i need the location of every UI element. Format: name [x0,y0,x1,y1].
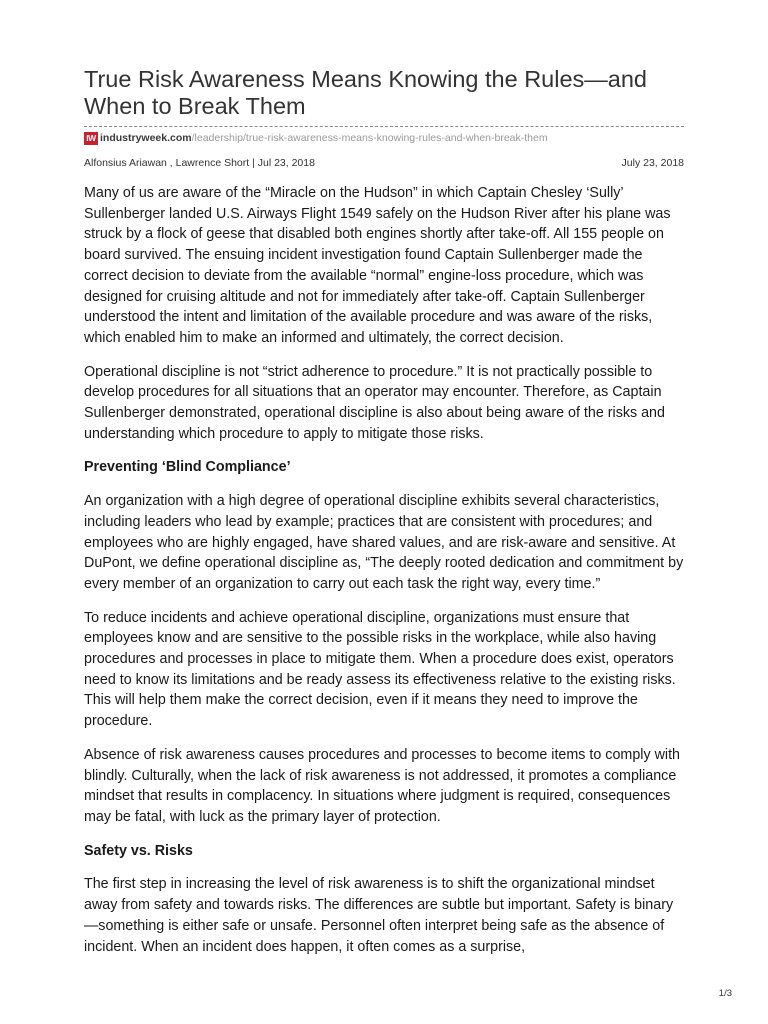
publish-date: July 23, 2018 [621,157,684,169]
article-title: True Risk Awareness Means Knowing the Rules—and When to Break Them [84,66,647,119]
source-path[interactable]: /leadership/true-risk-awareness-means-knowing-rules-and-when-break-them [191,132,548,144]
article-page [84,66,684,970]
paragraph: To reduce incidents and achieve operational discipline, organizations must ensure that employees know and are sensitive to the possible risks in the workplace, while also having procedures and processes in place to mitigate them. When a procedure does exist, operators need to know its limitations and be ready assess its effectiveness relative to the existing risks. This will help them make the correct decision, even if it means they need to improve the procedure. [84,609,676,730]
article-body [84,183,684,957]
paragraph: Many of us are aware of the “Miracle on the Hudson” in which Captain Chesley ‘Sully’ Sullenberger landed U.S. Airways Flight 1549 safely on the Hudson River after his plane was struck by a flock of geese that disabled both engines shortly after take-off. All 155 people on board survived. The ensuing incident investigation found Captain Sullenberger made the correct decision to deviate from the available “normal” engine-loss procedure, which was designed for cruising altitude and not for immediately after take-off. Captain Sullenberger understood the intent and limitation of the available procedure and was aware of the risks, which enabled him to make an informed and ultimately, the correct decision. [84,185,671,346]
section-heading: Preventing ‘Blind Compliance’ [84,459,291,476]
paragraph: An organization with a high degree of operational discipline exhibits several characteristics, including leaders who lead by example; practices that are consistent with procedures; and employees who are highly engaged, have shared values, and are risk-aware and sensitive. At DuPont, we define operational discipline as, “The deeply rooted dedication and commitment by every member of an organization to carry out each task the right way, every time.” [84,493,684,592]
paragraph: Absence of risk awareness causes procedures and processes to become items to comply with blindly. Culturally, when the lack of risk awareness is not addressed, it promotes a compliance mindset that results in complacency. In situations where judgment is required, consequences may be fatal, with luck as the primary layer of protection. [84,746,680,825]
section-heading: Safety vs. Risks [84,842,193,859]
industryweek-logo-icon: IW [84,132,98,145]
byline-row [84,157,684,169]
page-number: 1/3 [718,988,732,999]
dashed-divider [84,126,684,127]
source-line [84,131,684,145]
byline: Alfonsius Ariawan , Lawrence Short | Jul 23, 2018 [84,157,315,169]
paragraph: Operational discipline is not “strict adherence to procedure.” It is not practically possible to develop procedures for all situations that an operator may encounter. Therefore, as Captain Sullenberger demonstrated, operational discipline is also about being aware of the risks and understanding which procedure to apply to mitigate those risks. [84,363,665,442]
source-domain[interactable]: industryweek.com [100,132,192,144]
paragraph: The first step in increasing the level of risk awareness is to shift the organizational mindset away from safety and towards risks. The differences are subtle but important. Safety is binary—something is either safe or unsafe. Personnel often interpret being safe as the absence of incident. When an incident does happen, it often comes as a surprise, [84,876,674,955]
